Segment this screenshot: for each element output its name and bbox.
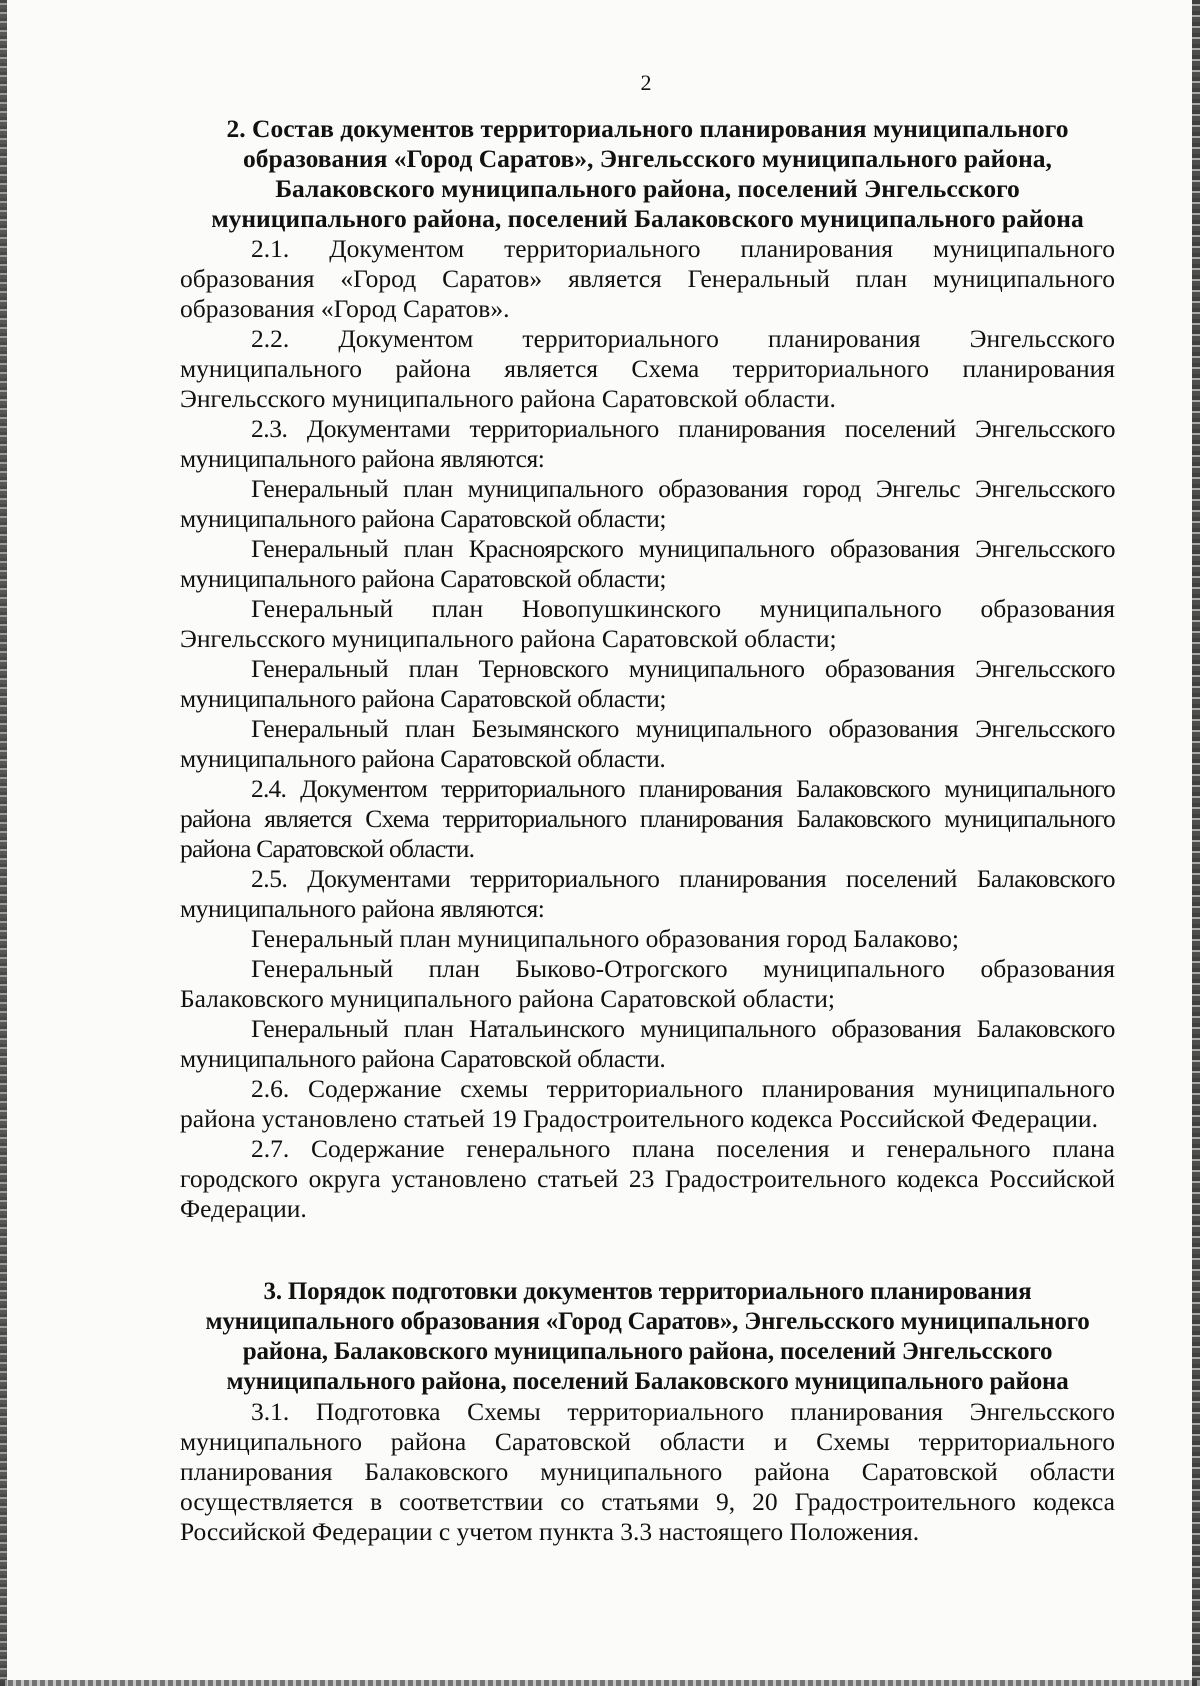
paragraph-2-3: 2.3. Документами территориального планирования поселений Энгельсского муниципального района являются: xyxy=(180,414,1115,473)
paragraph-2-6: 2.6. Содержание схемы территориального планирования муниципального района установлено статьей 19 Градостроительного кодекса Российской Федерации. xyxy=(180,1074,1115,1133)
scan-edge-bottom xyxy=(0,1680,1200,1686)
list-item-natalino-plan: Генеральный план Натальинского муниципального образования Балаковского муниципального района Саратовской области. xyxy=(180,1014,1115,1073)
page-number: 2 xyxy=(640,70,652,95)
list-item-novopushkinsk-plan: Генеральный план Новопушкинского муниципального образования Энгельсского муниципального района Саратовской области; xyxy=(180,594,1115,653)
paragraph-2-5: 2.5. Документами территориального планирования поселений Балаковского муниципального района являются: xyxy=(180,864,1115,923)
scan-edge-right xyxy=(1192,0,1200,1686)
section-2-heading: 2. Состав документов территориального планирования муниципального образования «Город Саратов», Энгельсского муниципального района, Балаковского муниципального района, поселений Энгельсского муниципального района, поселений Балаковского муниципального района xyxy=(211,114,1084,233)
list-item-krasnoyarsk-plan: Генеральный план Красноярского муниципального образования Энгельсского муниципального района Саратовской области; xyxy=(180,534,1115,593)
paragraph-2-2: 2.2. Документом территориального планирования Энгельсского муниципального района является Схема территориального планирования Энгельсского муниципального района Саратовской области. xyxy=(180,324,1115,413)
paragraph-2-4: 2.4. Документом территориального планирования Балаковского муниципального района является Схема территориального планирования Балаковского муниципального района Саратовской области. xyxy=(180,774,1115,863)
paragraph-2-7: 2.7. Содержание генерального плана поселения и генерального плана городского округа установлено статьей 23 Градостроительного кодекса Российской Федерации. xyxy=(180,1134,1115,1223)
paragraph-3-1: 3.1. Подготовка Схемы территориального планирования Энгельсского муниципального района Саратовской области и Схемы территориального планирования Балаковского муниципального района Саратовской области осуществляется в соответствии со статьями 9, 20 Градостроительного кодекса Российской Федерации с учетом пункта 3.3 настоящего Положения. xyxy=(180,1397,1115,1546)
list-item-ternovsk-plan: Генеральный план Терновского муниципального образования Энгельсского муниципального района Саратовской области; xyxy=(180,654,1115,713)
scan-edge-left xyxy=(0,0,7,1686)
list-item-bezymyansk-plan: Генеральный план Безымянского муниципального образования Энгельсского муниципального района Саратовской области. xyxy=(180,714,1115,773)
list-item-engels-city-plan: Генеральный план муниципального образования город Энгельс Энгельсского муниципального района Саратовской области; xyxy=(180,474,1115,533)
section-3-heading: 3. Порядок подготовки документов территориального планирования муниципального образования «Город Саратов», Энгельсского муниципального района, Балаковского муниципального района, поселений Энгельсского муниципального района, поселений Балаковского муниципального района xyxy=(205,1278,1090,1395)
paragraph-2-1: 2.1. Документом территориального планирования муниципального образования «Город Саратов» является Генеральный план муниципального образования «Город Саратов». xyxy=(180,234,1115,323)
list-item-balakovo-city-plan: Генеральный план муниципального образования город Балаково; xyxy=(251,924,959,953)
document-body xyxy=(180,114,1115,1547)
list-item-bykovo-otrog-plan: Генеральный план Быково-Отрогского муниципального образования Балаковского муниципального района Саратовской области; xyxy=(180,954,1115,1013)
